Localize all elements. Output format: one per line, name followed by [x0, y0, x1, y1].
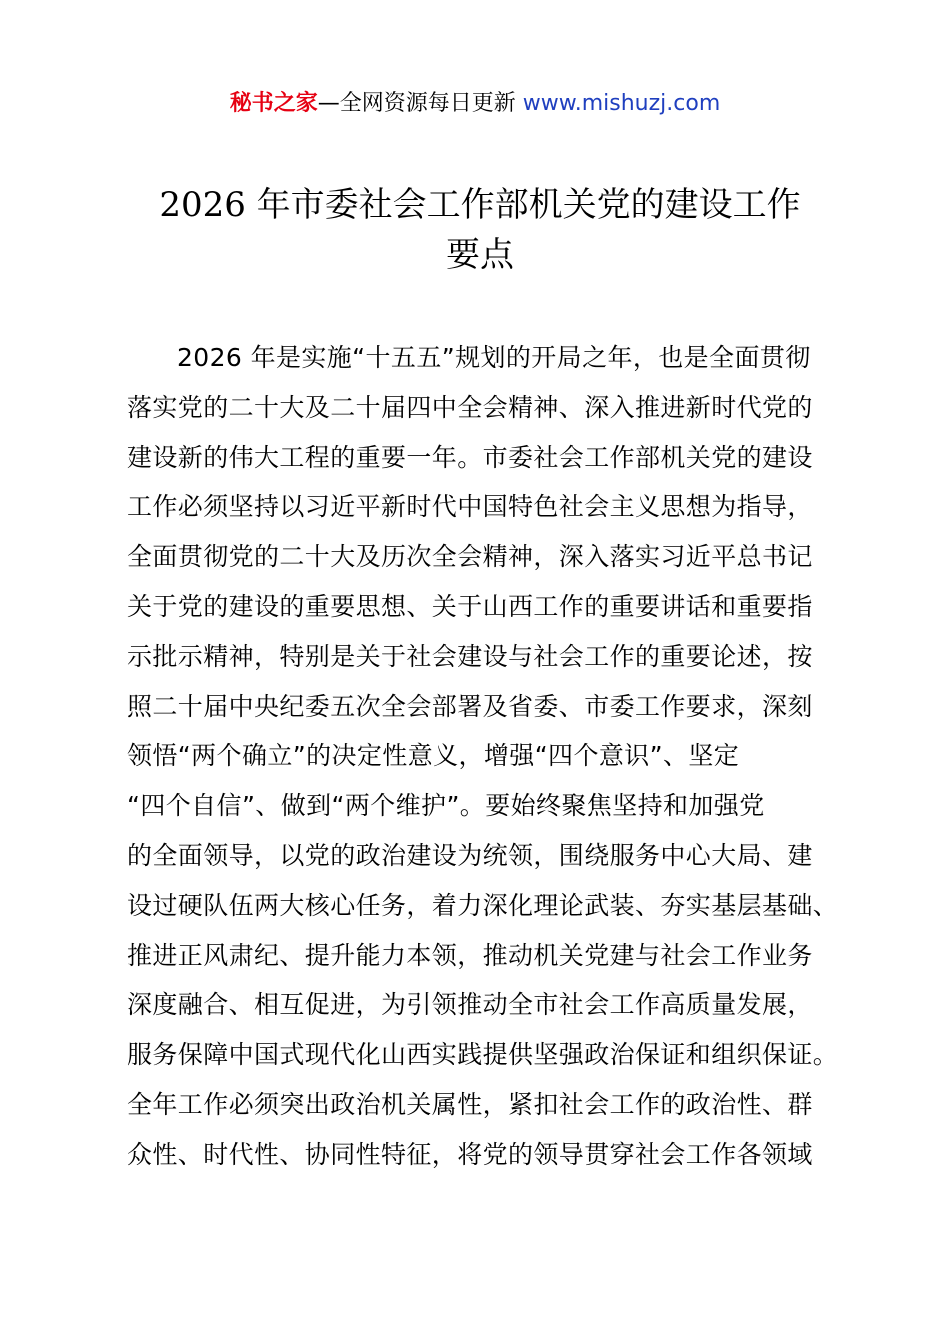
body-line: 关于党的建设的重要思想、关于山西工作的重要讲话和重要指	[127, 591, 813, 621]
body-line: 工作必须坚持以习近平新时代中国特色社会主义思想为指导，	[127, 492, 813, 522]
body-line: 服务保障中国式现代化山西实践提供坚强政治保证和组织保证。	[127, 1040, 839, 1070]
body-line: 的全面领导，以党的政治建设为统领，围绕服务中心大局、建	[127, 840, 813, 870]
header-slogan: —全网资源每日更新	[317, 91, 523, 116]
body-line: 领悟“两个确立”的决定性意义，增强“四个意识”、坚定	[127, 741, 740, 771]
document-title	[120, 180, 840, 280]
body-line: 全年工作必须突出政治机关属性，紧扣社会工作的政治性、群	[127, 1089, 813, 1119]
body-line: 深度融合、相互促进，为引领推动全市社会工作高质量发展，	[127, 990, 813, 1020]
body-line: 落实党的二十大及二十届四中全会精神、深入推进新时代党的	[127, 392, 813, 422]
body-line: 推进正风肃纪、提升能力本领，推动机关党建与社会工作业务	[127, 940, 813, 970]
body-line: 全面贯彻党的二十大及历次全会精神，深入落实习近平总书记	[127, 542, 813, 572]
body-line: 众性、时代性、协同性特征，将党的领导贯穿社会工作各领域	[127, 1139, 813, 1169]
body-line: 建设新的伟大工程的重要一年。市委社会工作部机关党的建设	[127, 442, 813, 472]
body-line: “四个自信”、做到“两个维护”。要始终聚焦坚持和加强党	[127, 791, 765, 821]
title-line-2: 要点	[446, 235, 514, 275]
body-line: 2026 年是实施“十五五”规划的开局之年，也是全面贯彻	[177, 343, 811, 372]
body-line: 示批示精神，特别是关于社会建设与社会工作的重要论述，按	[127, 641, 813, 671]
site-url-link[interactable]: www.mishuzj.com	[522, 91, 721, 116]
brand-name: 秘书之家	[229, 91, 318, 116]
body-line: 设过硬队伍两大核心任务，着力深化理论武装、夯实基层基础、	[127, 890, 839, 920]
site-header	[0, 86, 950, 122]
body-line: 照二十届中央纪委五次全会部署及省委、市委工作要求，深刻	[127, 691, 813, 721]
document-body	[127, 333, 839, 1180]
title-line-1: 2026 年市委社会工作部机关党的建设工作	[159, 185, 801, 225]
